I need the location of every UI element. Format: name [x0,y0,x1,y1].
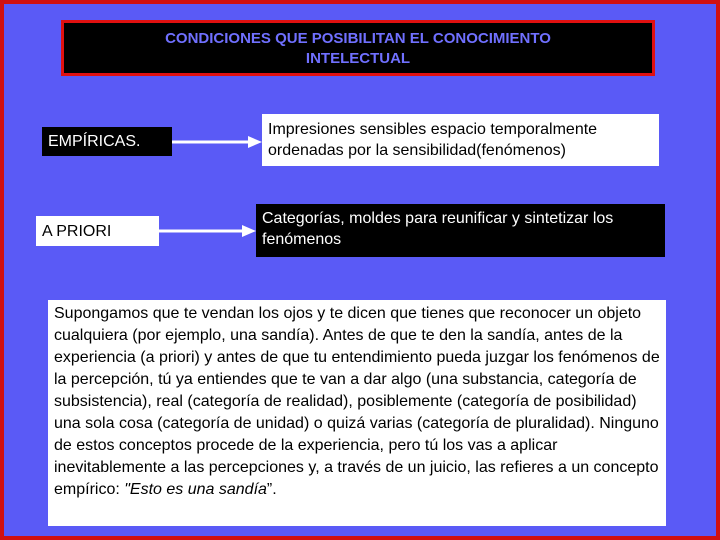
label-a-priori: A PRIORI [36,216,159,246]
label-empiricas: EMPÍRICAS. [42,127,172,156]
arrow-right-icon [172,133,264,151]
example-text: Supongamos que te vendan los ojos y te dicen que tienes que reconocer un objeto cualquiera (por ejemplo, una sandía). Antes de que te den la sandía, antes de la experiencia (a priori) y antes de que tu entendimiento pueda juzgar los fenómenos de la percepción, tú ya entiendes que te van a dar algo (una substancia, categoría de subsistencia), real (categoría de realidad), posiblemente (categoría de posibilidad) una sola cosa (categoría de unidad) o quizá varias (categoría de pluralidad). Ninguno de estos conceptos procede de la experiencia, pero tú los vas a aplicar inevitablemente a las percepciones y, a través de un juicio, las refieres a un concepto empírico: [54,305,660,498]
arrow-right-icon [159,222,258,240]
description-a-priori: Categorías, moldes para reunificar y sintetizar los fenómenos [256,204,665,257]
description-empiricas: Impresiones sensibles espacio temporalmente ordenadas por la sensibilidad(fenómenos) [262,114,659,166]
example-text-box [48,300,666,526]
example-quote: "Esto es una sandía [124,481,267,498]
title-line-1: CONDICIONES QUE POSIBILITAN EL CONOCIMIENTO [165,30,551,47]
title-line-2: INTELECTUAL [305,50,411,67]
example-ending: ”. [266,481,277,498]
title-box [61,20,655,76]
